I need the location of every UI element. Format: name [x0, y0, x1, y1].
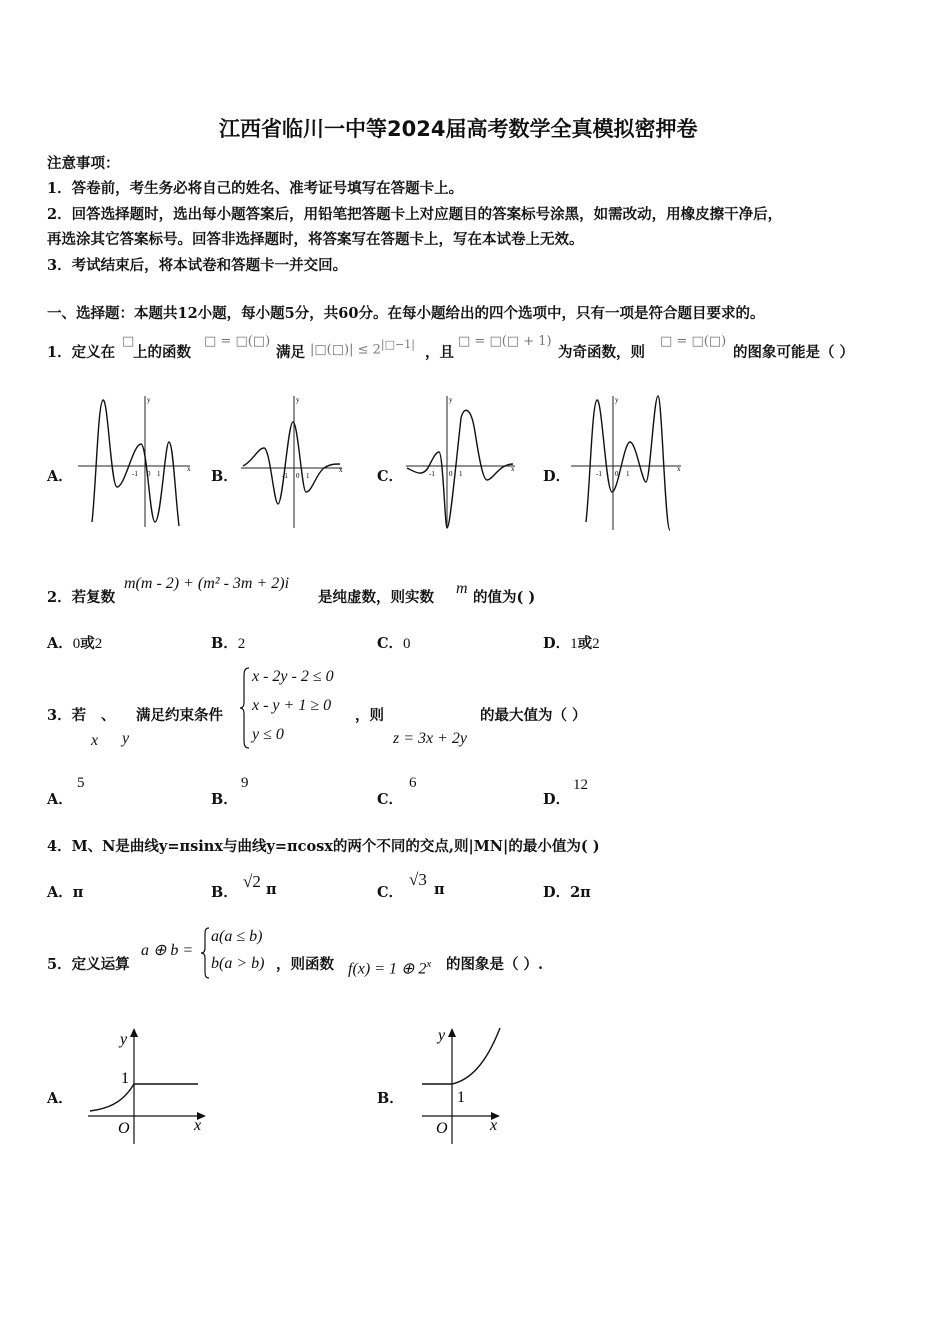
q3-text-1: 3．若 [47, 707, 87, 724]
q4-option-c-value: √3 [409, 870, 427, 889]
q5-text-1: 5．定义运算 [47, 956, 130, 973]
q5-func [348, 958, 431, 978]
q1-graph-b [238, 392, 348, 532]
q3-brace [239, 666, 251, 750]
y-label: y [296, 396, 300, 404]
x-label: x [194, 1117, 202, 1134]
tick-1: 1 [157, 470, 161, 478]
section-heading: 一、选择题：本题共12小题，每小题5分，共60分。在每小题给出的四个选项中，只有一项是符合题目要求的。 [47, 305, 765, 322]
q1-text-4: ，且 [425, 344, 454, 361]
q1-math-3-base: |□(□)| ≤ 2 [310, 342, 381, 358]
curve-left [90, 1084, 134, 1111]
q1-text-2: 上的函数 [133, 344, 191, 361]
tick-1: 1 [626, 470, 630, 478]
q3-var-x: x [91, 732, 99, 749]
q2-option-a-label: A． [47, 635, 73, 652]
q5-lhs: a ⊕ b = [141, 942, 194, 959]
q3-constraint-1: x - 2y - 2 ≤ 0 [252, 668, 334, 685]
y-label: y [438, 1027, 446, 1044]
q2-text-2: 是纯虚数，则实数 [318, 589, 434, 606]
q3-text-5: 的最大值为（ ） [480, 707, 587, 724]
q4-option-b-value: √2 [243, 872, 261, 891]
q5-graph-b [418, 1022, 518, 1147]
tick-0: 0 [449, 470, 453, 478]
q5-case-2: b(a > b) [211, 955, 265, 972]
tick-neg-1: -1 [132, 470, 138, 478]
q1-graph-d [568, 392, 683, 534]
q3-option-b-label[interactable]: B． [211, 791, 238, 808]
q2-option-d[interactable] [543, 632, 600, 653]
q1-graph-a [75, 392, 195, 532]
q3-option-c-label[interactable]: C． [377, 791, 404, 808]
y-arrow [448, 1028, 456, 1037]
q2-option-c-value: 0 [403, 636, 411, 652]
notice-item-2: 2．回答选择题时，选出每小题答案后，用铅笔把答题卡上对应题目的答案标号涂黑，如需改动，用橡皮擦干净后， [47, 206, 783, 223]
notice-item-3: 3．考试结束后，将本试卷和答题卡一并交回。 [47, 257, 348, 274]
q2-option-c-label: C． [377, 635, 404, 652]
q4-option-a[interactable] [47, 881, 83, 902]
q1-math-4: □ = □(□ + 1) [458, 334, 552, 349]
q2-var: m [456, 580, 468, 597]
q4-option-d[interactable] [543, 881, 591, 902]
y-label: y [615, 396, 619, 404]
q3-option-d-label[interactable]: D． [543, 791, 571, 808]
q1-math-1: □ [122, 334, 135, 349]
q2-option-a-or: 或 [80, 635, 95, 652]
y-arrow [130, 1028, 138, 1037]
origin-label: O [436, 1120, 448, 1137]
q2-text-3: 的值为( ) [473, 589, 536, 606]
q2-option-d-value2: 2 [592, 636, 600, 652]
q1-option-c[interactable]: C． [377, 468, 404, 485]
q1-math-3 [310, 338, 415, 357]
q5-brace [200, 926, 210, 980]
q5-text-2: ，则函数 [276, 956, 334, 973]
q1-text-6: 的图象可能是（ ） [733, 344, 855, 361]
q2-option-c[interactable] [377, 632, 411, 653]
q1-graph-c [403, 392, 518, 532]
q2-option-d-or: 或 [577, 635, 593, 652]
notice-item-1: 1．答卷前，考生务必将自己的姓名、准考证号填写在答题卡上。 [47, 180, 464, 197]
q4-option-a-label: A． [47, 884, 73, 901]
x-label: x [677, 465, 681, 473]
q2-option-d-value: 1 [570, 636, 578, 652]
tick-1: 1 [459, 470, 463, 478]
q3-constraint-2: x - y + 1 ≥ 0 [252, 697, 332, 714]
q5-option-b-label[interactable]: B． [377, 1090, 404, 1107]
q1-text-5: 为奇函数，则 [558, 344, 645, 361]
q5-option-a-label[interactable]: A． [47, 1090, 73, 1107]
q4-option-a-value: π [72, 884, 84, 901]
q1-text-3: 满足 [276, 344, 305, 361]
q3-option-a-value: 5 [77, 775, 85, 791]
q5-func-base: f(x) = 1 ⊕ 2 [348, 960, 427, 978]
notice-item-2-cont: 再选涂其它答案标号。回答非选择题时，将答案写在答题卡上，写在本试卷上无效。 [47, 231, 584, 248]
q3-option-d-value: 12 [573, 777, 588, 793]
q3-text-3: 满足约束条件 [136, 707, 223, 724]
one-label: 1 [457, 1089, 465, 1106]
x-label: x [511, 465, 515, 473]
curve-right [452, 1028, 500, 1084]
curve [92, 400, 179, 526]
q5-text-3: 的图象是（ ）. [446, 956, 544, 973]
y-label: y [120, 1031, 128, 1048]
q2-option-d-label: D． [543, 635, 571, 652]
q3-objective: z = 3x + 2y [393, 730, 468, 747]
y-label: y [449, 396, 453, 404]
q4-option-c-label[interactable]: C． [377, 884, 404, 901]
q5-graph-a [84, 1022, 214, 1147]
q4-option-b-label[interactable]: B． [211, 884, 238, 901]
notice-heading: 注意事项： [47, 155, 120, 172]
q4-option-d-label: D． [543, 884, 571, 901]
origin-label: O [118, 1120, 130, 1137]
q4-option-c-suffix: π [434, 881, 445, 898]
q3-option-a-label[interactable]: A． [47, 791, 73, 808]
q3-var-y: y [122, 730, 130, 747]
q1-math-5: □ = □(□) [660, 334, 727, 349]
tick-1: 1 [306, 472, 310, 480]
q5-case-1: a(a ≤ b) [211, 928, 263, 945]
q4-option-b-suffix: π [266, 881, 277, 898]
tick-0: 0 [615, 470, 619, 478]
tick-neg-1: -1 [429, 470, 435, 478]
q4-text: 4．M、N是曲线y=πsinx与曲线y=πcosx的两个不同的交点,则|MN|的最小值为( ) [47, 838, 600, 855]
q1-option-a[interactable]: A． [47, 468, 73, 485]
tick-0: 0 [296, 472, 300, 480]
x-label: x [187, 465, 191, 473]
one-label: 1 [121, 1070, 129, 1087]
x-label: x [490, 1117, 498, 1134]
q2-option-a-value2: 2 [94, 636, 103, 652]
q1-option-d[interactable]: D． [543, 468, 571, 485]
q3-text-4: ，则 [355, 707, 384, 724]
q3-text-2: 、 [101, 707, 116, 724]
q3-constraint-3: y ≤ 0 [252, 726, 284, 743]
q2-option-a-value: 0 [72, 636, 81, 652]
page-title: 江西省临川一中等2024届高考数学全真模拟密押卷 [219, 117, 698, 141]
tick-neg-1: -1 [282, 472, 288, 480]
tick-neg-1: -1 [596, 470, 602, 478]
q1-math-3-sup: |□−1| [380, 338, 415, 351]
y-label: y [147, 396, 151, 404]
q2-expr: m(m - 2) + (m² - 3m + 2)i [124, 575, 290, 592]
q4-option-d-value: 2π [570, 884, 591, 901]
q2-option-a[interactable] [47, 632, 102, 653]
q3-option-c-value: 6 [409, 775, 417, 791]
q5-func-sup: x [426, 958, 432, 970]
q3-option-b-value: 9 [241, 775, 249, 791]
q2-text-1: 2．若复数 [47, 589, 116, 606]
q1-text-1: 1．定义在 [47, 344, 116, 361]
q1-math-2: □ = □(□) [204, 334, 271, 349]
x-label: x [339, 466, 343, 474]
q2-option-b-label: B． [211, 635, 238, 652]
curve [243, 422, 340, 504]
q1-option-b[interactable]: B． [211, 468, 238, 485]
q2-option-b[interactable] [211, 632, 245, 653]
curve [586, 396, 670, 530]
q2-option-b-value: 2 [237, 636, 246, 652]
tick-0: 0 [147, 470, 151, 478]
